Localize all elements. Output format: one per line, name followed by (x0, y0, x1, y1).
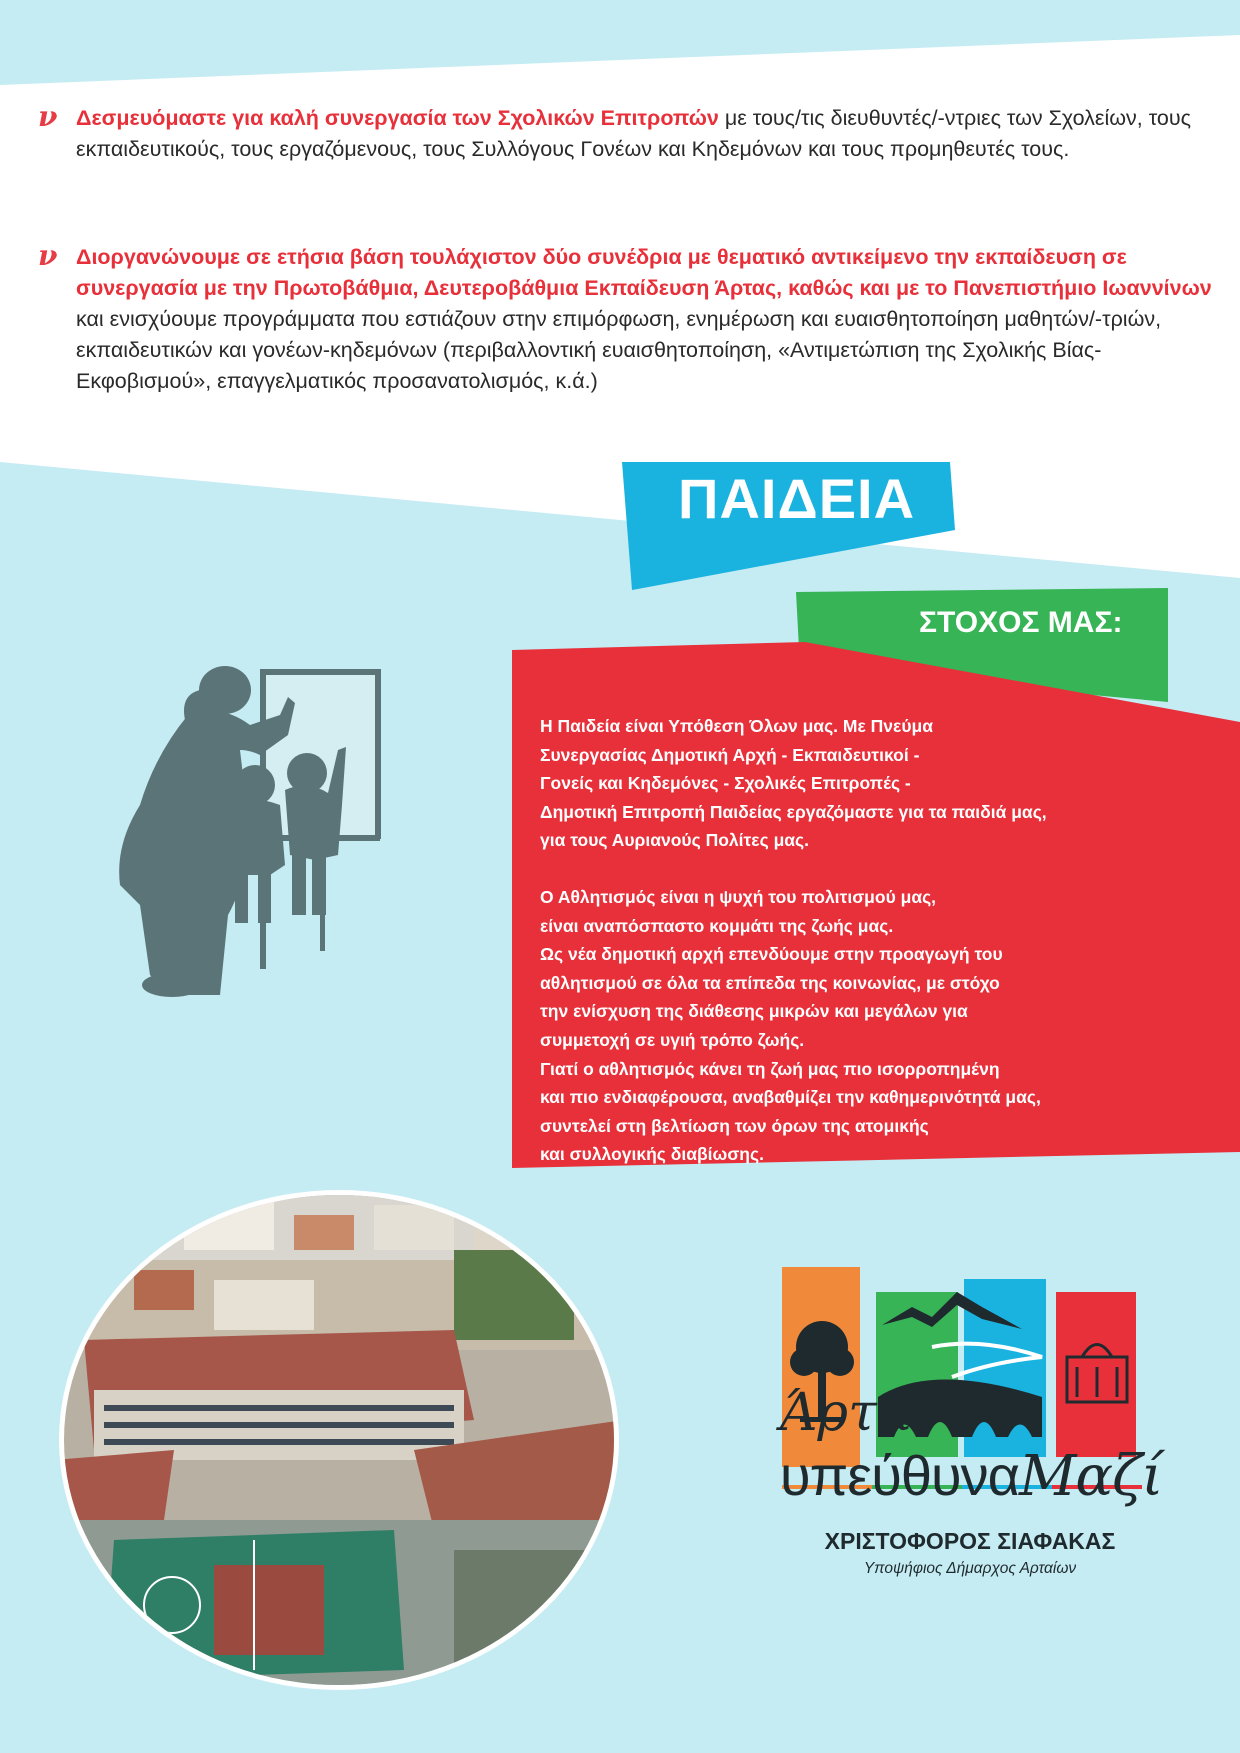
logo-slogan-word-1: υπεύθυνα (780, 1444, 1019, 1507)
bullet-2-body: και ενισχύουμε προγράμματα που εστιάζουν στην επιμόρφωση, ενημέρωση και ευαισθητοποίηση μαθητών/-τριών, εκπαιδευτικών και γονέων-κηδεμόνων (περιβαλλοντική ευαισθητοποίηση, «Αντιμετώπιση της Σχολικής Βίας-Εκφοβισμού», επαγγελματικός προσανατολισμός, κ.ά.) (76, 307, 1162, 393)
goal-paragraph-sports: Ο Αθλητισμός είναι η ψυχή του πολιτισμού μας, είναι αναπόσπαστο κομμάτι της ζωής μας. Ως νέα δημοτική αρχή επενδύουμε στην προαγωγή του αθλητισμού σε όλα τα επίπεδα της κοινωνίας, με στόχο την ενίσχυση της διάθεσης μικρών και μεγάλων για συμμετοχή σε υγιή τρόπο ζωής. Γιατί ο αθλητισμός κάνει τη ζωή μας πιο ισορροπημένη και πιο ενδιαφέρουσα, αναβαθμίζει την καθημερινότητά μας, συντελεί στη βελτίωση των όρων της ατομικής και συλλογικής διαβίωσης. (540, 886, 1041, 1165)
bullet-2-highlight: Διοργανώνουμε σε ετήσια βάση τουλάχιστον δύο συνέδρια με θεματικό αντικείμενο την εκπαίδευση σε συνεργασία με την Πρωτοβάθμια, Δευτεροβάθμια Εκπαίδευση Άρτας, καθώς και με το Πανεπιστήμιο Ιωαννίνων (76, 245, 1212, 300)
candidate-role: Υποψήφιος Δήμαρχος Αρταίων (863, 1560, 1077, 1577)
logo-slogan (780, 1443, 1162, 1509)
goal-paragraph-education: Η Παιδεία είναι Υπόθεση Όλων μας. Με Πνεύμα Συνεργασίας Δημοτική Αρχή - Εκπαιδευτικοί - Γονείς και Κηδεμόνες - Σχολικές Επιτροπές - Δημοτική Επιτροπή Παιδείας εργαζόμαστε για τα παιδιά μας, για τους Αυριανούς Πολίτες μας. (540, 716, 1047, 851)
v-bullet-icon: ν (38, 100, 58, 133)
school-aerial-photo (54, 1190, 624, 1690)
goal-label: ΣΤΟΧΟΣ ΜΑΣ: (919, 606, 1123, 639)
bullet-1-highlight: Δεσμευόμαστε για καλή συνεργασία των Σχολικών Επιτροπών (76, 106, 719, 130)
section-title: ΠΑΙΔΕΙΑ (678, 467, 916, 530)
bullet-1-body: με τους/τις διευθυντές/-ντριες των Σχολείων, τους εκπαιδευτικούς, τους εργαζόμενους, τους Συλλόγους Γονέων και Κηδεμόνων και τους προμηθευτές τους. (76, 106, 1192, 161)
logo-city-name: Άρτα (780, 1383, 913, 1443)
candidate-name: ΧΡΙΣΤΟΦΟΡΟΣ ΣΙΑΦΑΚΑΣ (824, 1528, 1116, 1554)
v-bullet-icon: ν (38, 239, 58, 272)
logo-slogan-word-2: Μαζί (1019, 1444, 1163, 1509)
teacher-children-silhouette (110, 655, 420, 1000)
goal-text (540, 712, 1140, 1169)
